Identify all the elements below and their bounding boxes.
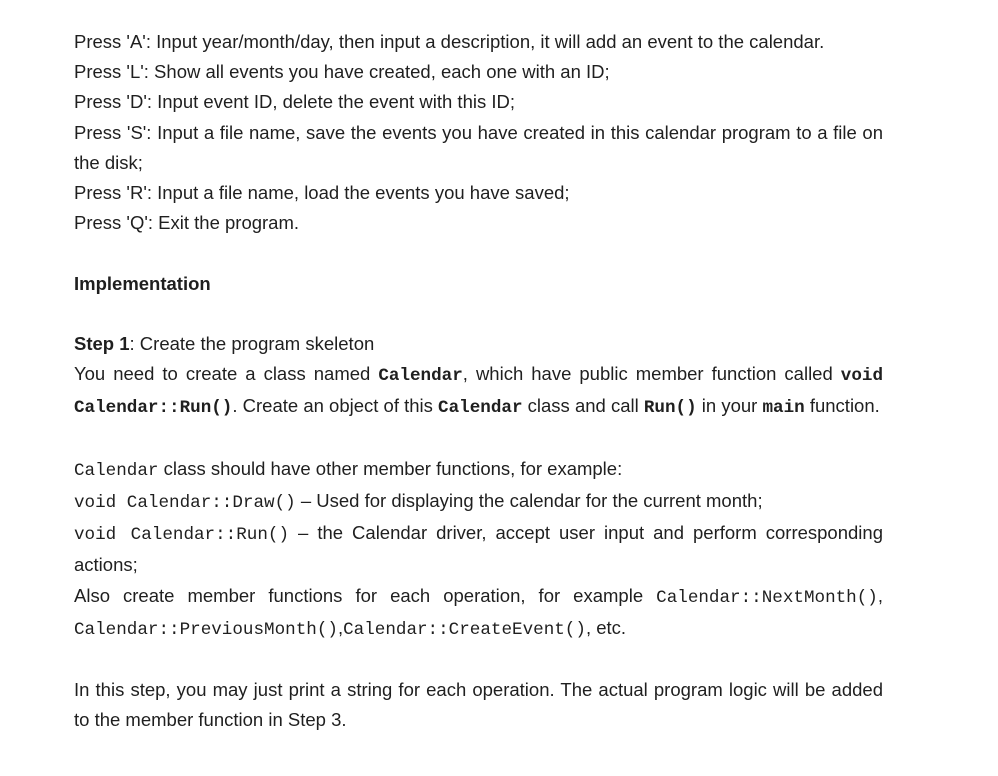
- step1-paragraph-2-intro: [74, 454, 883, 486]
- code-calendar-previousmonth: Calendar::PreviousMonth(): [74, 619, 338, 640]
- member-functions-examples: [74, 581, 883, 645]
- menu-item-press-a: Press 'A': Input year/month/day, then input a description, it will add an event to the calendar.: [74, 31, 825, 52]
- text-run: ,: [337, 616, 344, 638]
- code-void-calendar-run: void Calendar::Run(): [74, 525, 290, 546]
- step1-title-text: : Create the program skeleton: [129, 333, 375, 354]
- step1-label: Step 1: [74, 333, 130, 354]
- code-void-calendar-draw: void Calendar::Draw(): [74, 493, 296, 513]
- code-calendar: Calendar: [438, 398, 523, 419]
- text-run: You need to create a class named: [74, 363, 379, 385]
- text-run: . Create an object of this: [232, 395, 439, 417]
- text-run: class and call: [522, 395, 644, 417]
- text-run: – the Calendar driver, accept user input and perform corresponding actions;: [74, 522, 883, 576]
- menu-item-press-s: Press 'S': Input a file name, save the events you have created in this calendar program to a file on the disk;: [74, 121, 883, 173]
- document-page: [74, 27, 883, 736]
- member-function-draw: [74, 486, 883, 518]
- text-run: – Used for displaying the calendar for the current month;: [295, 490, 763, 511]
- section-heading-implementation: Implementation: [74, 272, 211, 294]
- spacer: [74, 424, 883, 454]
- code-calendar-createevent: Calendar::CreateEvent(): [343, 619, 586, 640]
- spacer: [74, 238, 883, 268]
- text-run: Also create member functions for each operation, for example: [74, 584, 657, 606]
- menu-item-press-l: Press 'L': Show all events you have created, each one with an ID;: [74, 61, 610, 83]
- text-run: , which have public member function called: [462, 363, 841, 385]
- code-run: Run(): [643, 398, 697, 419]
- menu-item-press-q: Press 'Q': Exit the program.: [74, 212, 300, 234]
- text-run: ,: [877, 584, 883, 606]
- code-calendar-nextmonth: Calendar::NextMonth(): [656, 587, 878, 608]
- step1-paragraph-3: In this step, you may just print a string for each operation. The actual program logic will be added to the member function in Step 3.: [74, 679, 883, 731]
- code-calendar: Calendar: [378, 366, 463, 387]
- text-run: in your: [696, 395, 763, 417]
- text-run: , etc.: [585, 616, 627, 638]
- spacer: [74, 645, 883, 675]
- step1-paragraph-1: [74, 359, 883, 423]
- code-calendar: Calendar: [74, 460, 159, 481]
- spacer: [74, 299, 883, 329]
- text-run: class should have other member functions, for example:: [158, 457, 623, 479]
- code-void-calendar-run: void Calendar::Run(): [74, 366, 883, 419]
- menu-item-press-r: Press 'R': Input a file name, load the events you have saved;: [74, 182, 570, 204]
- menu-item-press-d: Press 'D': Input event ID, delete the event with this ID;: [74, 91, 516, 113]
- code-main: main: [762, 398, 805, 419]
- step1-title: [74, 329, 883, 359]
- text-run: function.: [804, 395, 880, 417]
- member-function-run: [74, 518, 883, 580]
